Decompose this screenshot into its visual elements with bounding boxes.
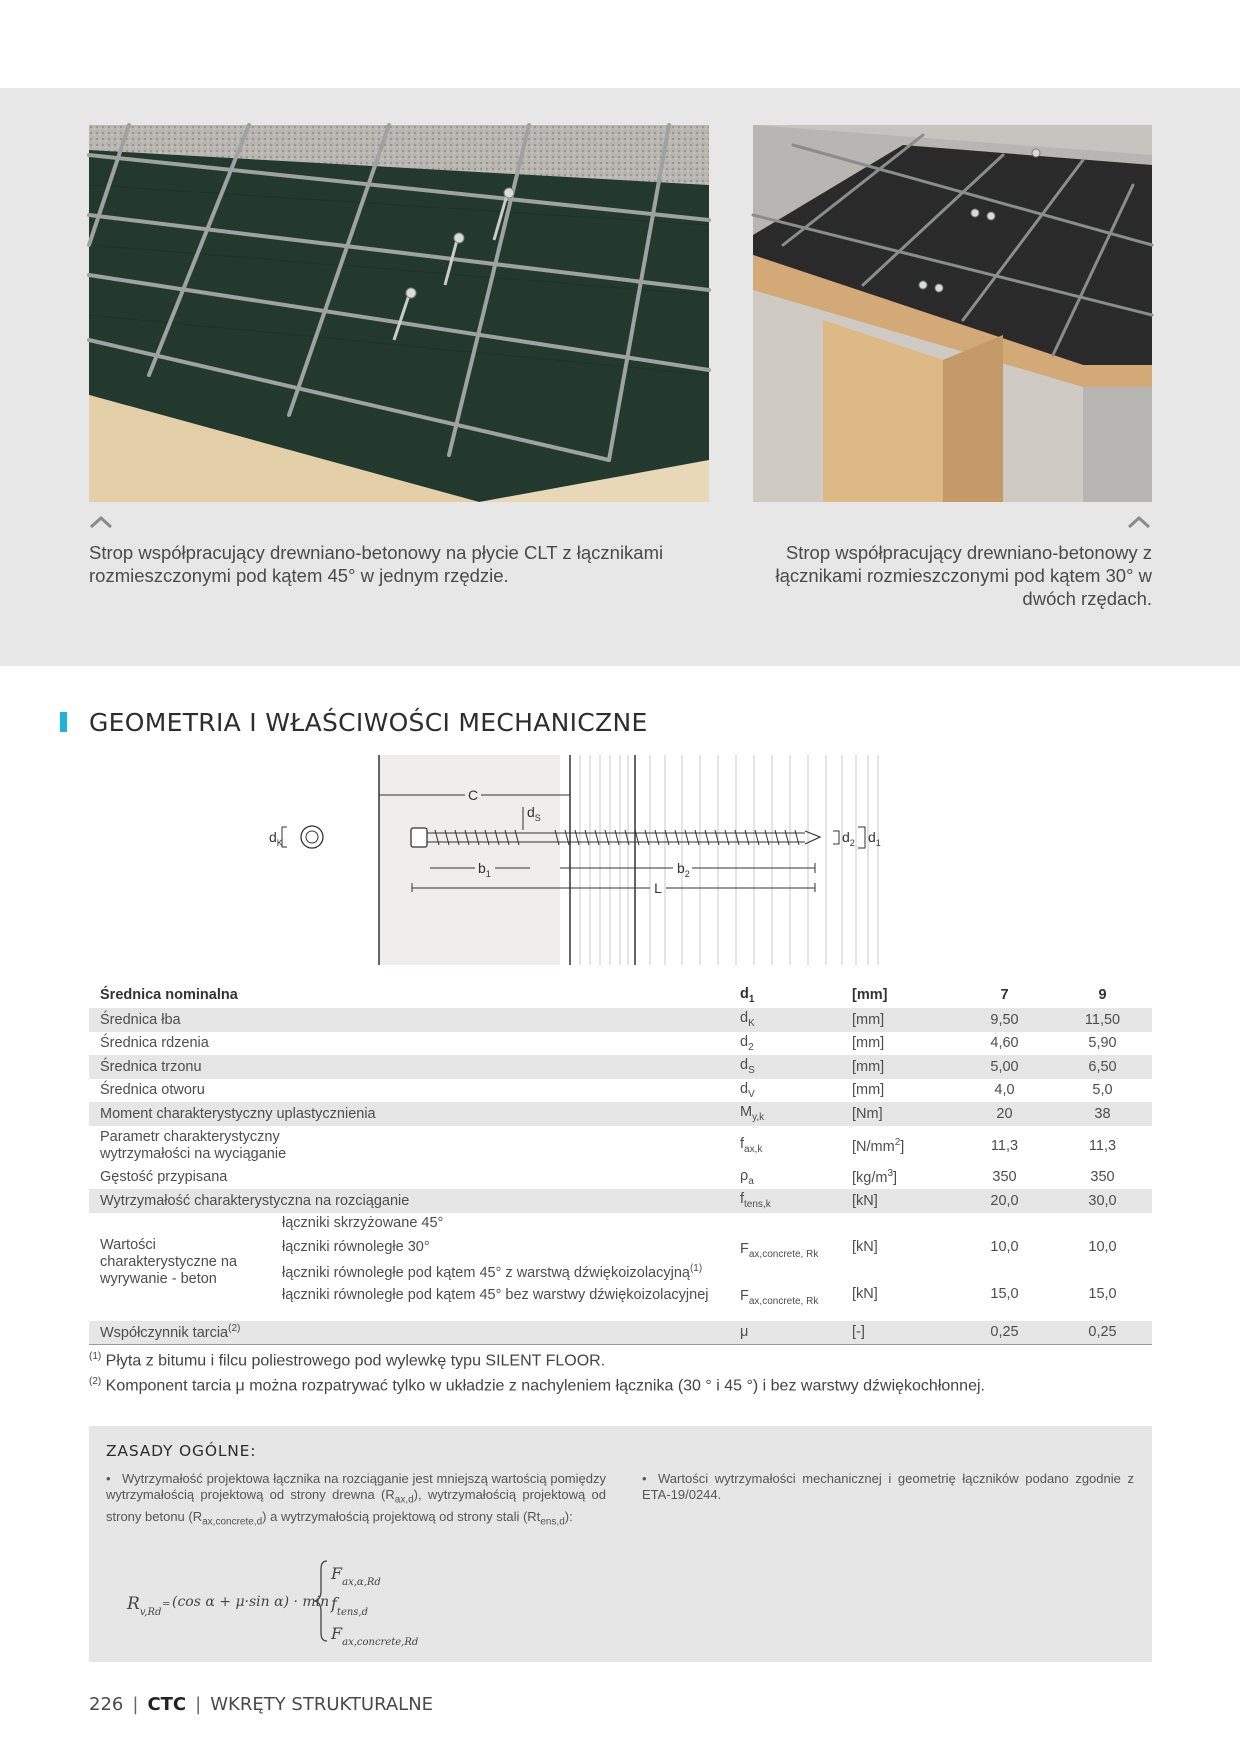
row-value: 38 bbox=[1053, 1102, 1152, 1126]
footnote-2: $^{(2)}$ Komponent tarcia μ można rozpatrywać tylko w układzie z nachyleniem łącznika (30 ° i 45 °) i bez warstwy dźwiękochłonnej. bbox=[89, 1376, 985, 1395]
spec-table bbox=[89, 982, 1152, 1345]
formula-term-1: $F_{ax,\alpha,Rd}$ bbox=[331, 1564, 381, 1588]
row-name: Średnica rdzenia bbox=[100, 1035, 209, 1052]
dim-d1-label: $d_1$ bbox=[868, 829, 881, 848]
row-unit: [mm] bbox=[841, 1008, 956, 1032]
group-label: Wartości charakterystyczne na wyrywanie - beton bbox=[100, 1236, 238, 1287]
chevron-up-icon bbox=[1126, 514, 1152, 530]
general-rules-box bbox=[89, 1426, 1152, 1662]
page-footer: 226 | CTC | WKRĘTY STRUKTURALNE bbox=[89, 1694, 434, 1715]
header-value-7: 7 bbox=[1000, 987, 1009, 1003]
photo-beam-slab bbox=[753, 125, 1152, 502]
chevron-up-icon bbox=[88, 514, 114, 530]
row-unit: [mm] bbox=[841, 1055, 956, 1079]
dim-d2-label: $d_2$ bbox=[842, 829, 855, 848]
row-value: 0,25 bbox=[1053, 1321, 1152, 1345]
rules-right-bullet: • Wartości wytrzymałości mechanicznej i geometrię łączników podano zgodnie z ETA-19/0244. bbox=[642, 1471, 1134, 1502]
row-value: 4,0 bbox=[994, 1082, 1015, 1099]
formula-mid: (cos α + μ·sin α) · min bbox=[172, 1594, 330, 1610]
table-row bbox=[89, 1189, 1152, 1213]
row-value: 30,0 bbox=[1053, 1189, 1152, 1213]
row-symbol: $d_V$ bbox=[740, 1080, 755, 1100]
group-value: 10,0 15,0 bbox=[1088, 1238, 1117, 1302]
footnotes bbox=[89, 1346, 985, 1397]
row-unit: [-] bbox=[841, 1321, 956, 1345]
section-title: GEOMETRIA I WŁAŚCIWOŚCI MECHANICZNE bbox=[89, 708, 648, 737]
footer-section: WKRĘTY STRUKTURALNE bbox=[210, 1694, 434, 1715]
row-name: Wytrzymałość charakterystyczna na rozciąganie bbox=[89, 1189, 729, 1213]
header-value-9: 9 bbox=[1098, 987, 1107, 1003]
row-name: Współczynnik tarcia$^{(2)}$ bbox=[89, 1321, 729, 1345]
footer-brand: CTC bbox=[147, 1694, 187, 1715]
table-row bbox=[89, 1008, 1152, 1032]
row-value: 5,0 bbox=[1092, 1082, 1113, 1099]
row-name: Średnica trzonu bbox=[89, 1055, 729, 1079]
table-group-row bbox=[89, 1213, 1152, 1321]
row-name: Średnica łba bbox=[89, 1008, 729, 1032]
formula-lhs: $R_{v,Rd}$ bbox=[127, 1594, 162, 1618]
row-symbol: $f_{tens,k}$ bbox=[729, 1189, 841, 1213]
row-value: 9,50 bbox=[956, 1008, 1053, 1032]
header-unit: [mm] bbox=[852, 987, 888, 1003]
group-unit: [kN] [kN] bbox=[852, 1238, 878, 1302]
row-unit: $[kg/m^3]$ bbox=[852, 1168, 898, 1187]
dim-b1-label: $b_1$ bbox=[478, 860, 491, 879]
row-name: Parametr charakterystyczny wytrzymałości na wyciąganie bbox=[100, 1128, 287, 1162]
row-symbol: $M_{y,k}$ bbox=[729, 1102, 841, 1126]
row-value: 0,25 bbox=[956, 1321, 1053, 1345]
photo-caption-left: Strop współpracujący drewniano-betonowy na płycie CLT z łącznikami rozmieszczonymi pod kątem 45° w jednym rzędzie. bbox=[89, 542, 664, 586]
formula bbox=[127, 1551, 447, 1651]
row-symbol: $d_2$ bbox=[740, 1033, 754, 1053]
table-row bbox=[89, 1166, 1152, 1190]
dim-l-label: L bbox=[654, 880, 662, 896]
header-symbol: $d_1$ bbox=[740, 985, 755, 1005]
row-symbol: $d_S$ bbox=[729, 1055, 841, 1079]
group-symbol: $F_{ax,concrete, Rk}$ $F_{ax,concrete, Rk}$ bbox=[740, 1240, 819, 1307]
row-name: Gęstość przypisana bbox=[100, 1169, 228, 1186]
formula-term-3: $F_{ax,concrete,Rd}$ bbox=[331, 1624, 419, 1648]
table-row bbox=[89, 1055, 1152, 1079]
row-name: Średnica otworu bbox=[100, 1082, 205, 1099]
svg-text:=: = bbox=[162, 1599, 171, 1610]
row-value: 20,0 bbox=[956, 1189, 1053, 1213]
row-value: 5,90 bbox=[1088, 1035, 1117, 1052]
dim-dk-label: $d_K$ bbox=[269, 829, 283, 848]
footnote-1: $^{(1)}$ Płyta z bitumu i filcu poliestrowego pod wylewkę typu SILENT FLOOR. bbox=[89, 1351, 606, 1370]
row-value: 350 bbox=[1090, 1169, 1115, 1186]
table-row bbox=[89, 1032, 1152, 1056]
section-marker bbox=[60, 712, 67, 732]
table-row bbox=[89, 1321, 1152, 1345]
row-value: 350 bbox=[992, 1169, 1017, 1186]
row-unit: [Nm] bbox=[841, 1102, 956, 1126]
table-row bbox=[89, 1126, 1152, 1166]
group-value: 10,0 15,0 bbox=[990, 1238, 1019, 1302]
group-cell bbox=[89, 1213, 729, 1321]
photo-caption-right: Strop współpracujący drewniano-betonowy z łącznikami rozmieszczonymi pod kątem 30° w dwóch rzędach. bbox=[775, 542, 1152, 609]
photo-clt-slab bbox=[89, 125, 709, 502]
row-value: 11,3 bbox=[990, 1137, 1019, 1154]
rules-title: ZASADY OGÓLNE: bbox=[106, 1442, 257, 1460]
header-name: Średnica nominalna bbox=[100, 987, 238, 1003]
row-value: 20 bbox=[956, 1102, 1053, 1126]
table-header-row bbox=[89, 982, 1152, 1008]
dim-ds-label: $d_S$ bbox=[527, 804, 541, 823]
row-value: 11,3 bbox=[1088, 1137, 1117, 1154]
formula-term-2: $f_{tens,d}$ bbox=[331, 1594, 369, 1618]
row-value: 4,60 bbox=[990, 1035, 1019, 1052]
row-unit: [mm] bbox=[852, 1035, 885, 1052]
row-value: 6,50 bbox=[1053, 1055, 1152, 1079]
group-item: łączniki skrzyżowane 45° bbox=[282, 1214, 444, 1231]
rules-left-bullet: • Wytrzymałość projektowa łącznika na rozciąganie jest mniejszą wartością pomiędzy wytrzymałością projektową od strony drewna $(R_{ax,d})$, wytrzymałością projektową od strony betonu $(R_{ax,concrete,d})$ a wytrzymałością projektową od strony stali $(Rt_{ens,d})$: bbox=[106, 1471, 606, 1528]
row-unit: $[N/mm^2]$ bbox=[852, 1136, 905, 1155]
row-symbol: μ bbox=[729, 1321, 841, 1345]
screw-geometry-diagram bbox=[269, 755, 940, 965]
row-symbol: $d_K$ bbox=[729, 1008, 841, 1032]
group-item: łączniki równoległe pod kątem 45° z warstwą dźwiękoizolacyjną$^{(1)}$ bbox=[282, 1262, 703, 1281]
row-name: Moment charakterystyczny uplastycznienia bbox=[89, 1102, 729, 1126]
row-value: 11,50 bbox=[1053, 1008, 1152, 1032]
table-row bbox=[89, 1079, 1152, 1103]
row-unit: [mm] bbox=[852, 1082, 885, 1099]
row-unit: [kN] bbox=[841, 1189, 956, 1213]
row-value: 5,00 bbox=[956, 1055, 1053, 1079]
table-row bbox=[89, 1102, 1152, 1126]
row-symbol: $f_{ax,k}$ bbox=[740, 1136, 763, 1155]
page-number: 226 bbox=[89, 1694, 124, 1715]
group-item: łączniki równoległe 30° bbox=[282, 1238, 430, 1255]
row-symbol: $\rho_a$ bbox=[740, 1167, 754, 1187]
group-item: łączniki równoległe pod kątem 45° bez warstwy dźwiękoizolacyjnej bbox=[282, 1286, 709, 1303]
dim-c-label: C bbox=[467, 787, 479, 803]
dim-b2-label: $b_2$ bbox=[677, 860, 690, 879]
